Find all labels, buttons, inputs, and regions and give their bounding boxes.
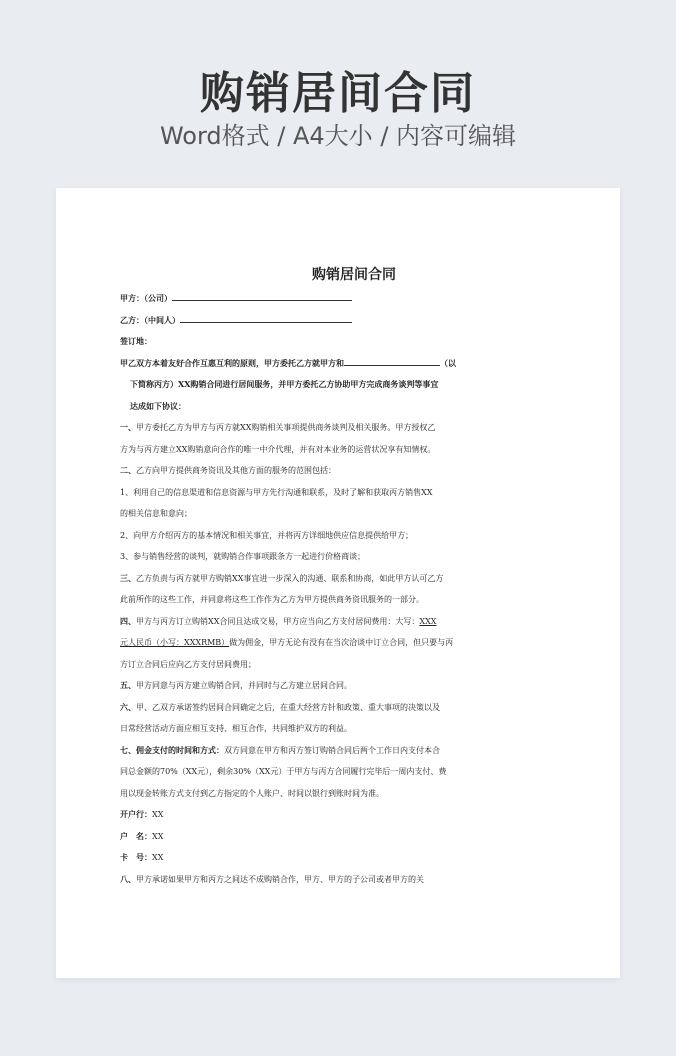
bank-value: XX	[152, 810, 164, 819]
party-b-label: 乙方：（中间人）	[120, 314, 180, 325]
party-a-label: 甲方：（公司）	[120, 293, 172, 303]
clause-3-line-1	[120, 568, 588, 590]
clause-4-text-2b: 做为佣金，甲方无论有没有在当次洽谈中订立合同，但只要与丙	[229, 638, 454, 647]
intro-text-1a: 甲乙双方本着友好合作互惠互利的原则，甲方委托乙方就甲方和	[120, 357, 344, 368]
account-name-label: 户 名：	[120, 830, 152, 841]
clause-5-line-1	[120, 675, 588, 697]
party-b-line	[120, 310, 588, 332]
clause-2-text-1: 乙方向甲方提供商务资讯及其他方面的服务的范围包括：	[136, 466, 336, 475]
clause-4-text-2a: 元人民币（小写：XXXRMB）	[120, 638, 230, 647]
clause-4-text-1a: 甲方与丙方订立购销XX合同且达成交易，甲方应当向乙方支付居间费用：大写：	[136, 616, 420, 626]
clause-2-item-2: 2、向甲方介绍丙方的基本情况和相关事宜，并将丙方详细地供应信息提供给甲方；	[120, 530, 414, 540]
clause-5-heading: 五、	[120, 680, 136, 690]
clause-7-text-1a: 佣金支付的时间和方式：	[136, 744, 224, 755]
clause-1-heading: 一、	[120, 422, 136, 432]
bank-line	[120, 804, 588, 826]
clause-4-text-1b: XXX	[419, 616, 437, 626]
clause-3-heading: 三、	[120, 572, 136, 583]
clause-2-line-1	[120, 460, 588, 482]
clause-4-heading: 四、	[120, 615, 136, 626]
card-number-line	[120, 847, 588, 869]
hero-title: 购销居间合同	[200, 68, 476, 119]
document-page	[56, 188, 620, 978]
card-number-value: XX	[152, 853, 164, 862]
party-a-blank	[172, 291, 352, 301]
clause-2-heading: 二、	[120, 465, 136, 475]
clause-7-line-2: 同总金额的70%（XX元），剩余30%（XX元）于甲方与丙方合同履行完毕后一周内支付、费	[120, 767, 447, 776]
account-name-value: XX	[152, 831, 164, 841]
party-a-line	[120, 288, 588, 310]
clause-6-text-1: 甲、乙双方承诺签约居间合同确定之后，在重大经营方针和政策、重大事项的决策以及	[136, 702, 440, 712]
intro-line-2: 下简称丙方）XX购销合同进行居间服务，并甲方委托乙方协助甲方完成商务谈判等事宜	[130, 379, 439, 389]
clause-8-line-1	[120, 869, 588, 891]
clause-7-line-3: 用以现金转账方式支付到乙方指定的个人账户、时间以银行到账时间为准。	[120, 788, 384, 798]
clause-1-text-1: 甲方委托乙方为甲方与丙方就XX购销相关事项提供商务谈判及相关服务。甲方授权乙	[136, 423, 436, 432]
card-number-label: 卡 号：	[120, 852, 152, 862]
clause-8-text-1: 甲方承诺如果甲方和丙方之间达不成购销合作，甲方、甲方的子公司或者甲方的关	[136, 874, 424, 884]
clause-1-line-1	[120, 417, 588, 439]
clause-2-item-1-line-1: 1、利用自己的信息渠道和信息资源与甲方先行沟通和联系，及时了解和获取丙方销售XX	[120, 487, 433, 497]
clause-7-line-1	[120, 740, 588, 762]
document-title: 购销居间合同	[312, 267, 396, 283]
clause-6-line-1	[120, 697, 588, 719]
clause-3-line-2: 此前所作的这些工作，并同意将这些工作作为乙方为甲方提供商务资讯服务的一部分。	[120, 595, 424, 604]
clause-5-text-1: 甲方同意与丙方建立购销合同，并同时与乙方建立居间合同。	[136, 681, 352, 690]
account-name-line	[120, 826, 588, 848]
party-b-blank	[180, 313, 352, 323]
intro-blank	[344, 356, 440, 366]
clause-6-heading: 六、	[120, 701, 136, 712]
clause-8-heading: 八、	[120, 873, 136, 884]
bank-label: 开户行：	[120, 809, 152, 819]
clause-4-line-3: 方订立合同后应向乙方支付居间费用；	[120, 659, 256, 669]
clause-7-text-1b: 双方同意在甲方和丙方签订购销合同后两个工作日内支付本合	[224, 745, 440, 755]
intro-text-1b: （以	[440, 357, 456, 368]
clause-2-item-1-line-2: 的相关信息和意向；	[120, 509, 192, 518]
intro-line-3: 达成如下协议：	[130, 400, 186, 411]
document-body	[120, 264, 588, 890]
clause-4-line-2	[120, 632, 588, 654]
clause-1-line-2: 方为与丙方建立XX购销意向合作的唯一中介代理，并有对本业务的运营状况享有知情权。	[120, 444, 436, 454]
sign-place-line: 签订地：	[120, 336, 152, 346]
clause-2-item-3: 3、参与销售经营的谈判，就购销合作事项跟条方一起进行价格商谈；	[120, 552, 366, 561]
clause-3-text-1: 乙方负责与丙方就甲方购销XX事宜进一步深入的沟通、联系和协商，如此甲方认可乙方	[136, 573, 444, 583]
hero-subtitle: Word格式 / A4大小 / 内容可编辑	[159, 122, 517, 150]
clause-7-heading: 七、	[120, 744, 136, 755]
clause-4-line-1	[120, 611, 588, 633]
clause-6-line-2: 日常经营活动方面应相互支持、相互合作，共同维护双方的利益。	[120, 724, 352, 733]
intro-line-1	[120, 353, 588, 375]
